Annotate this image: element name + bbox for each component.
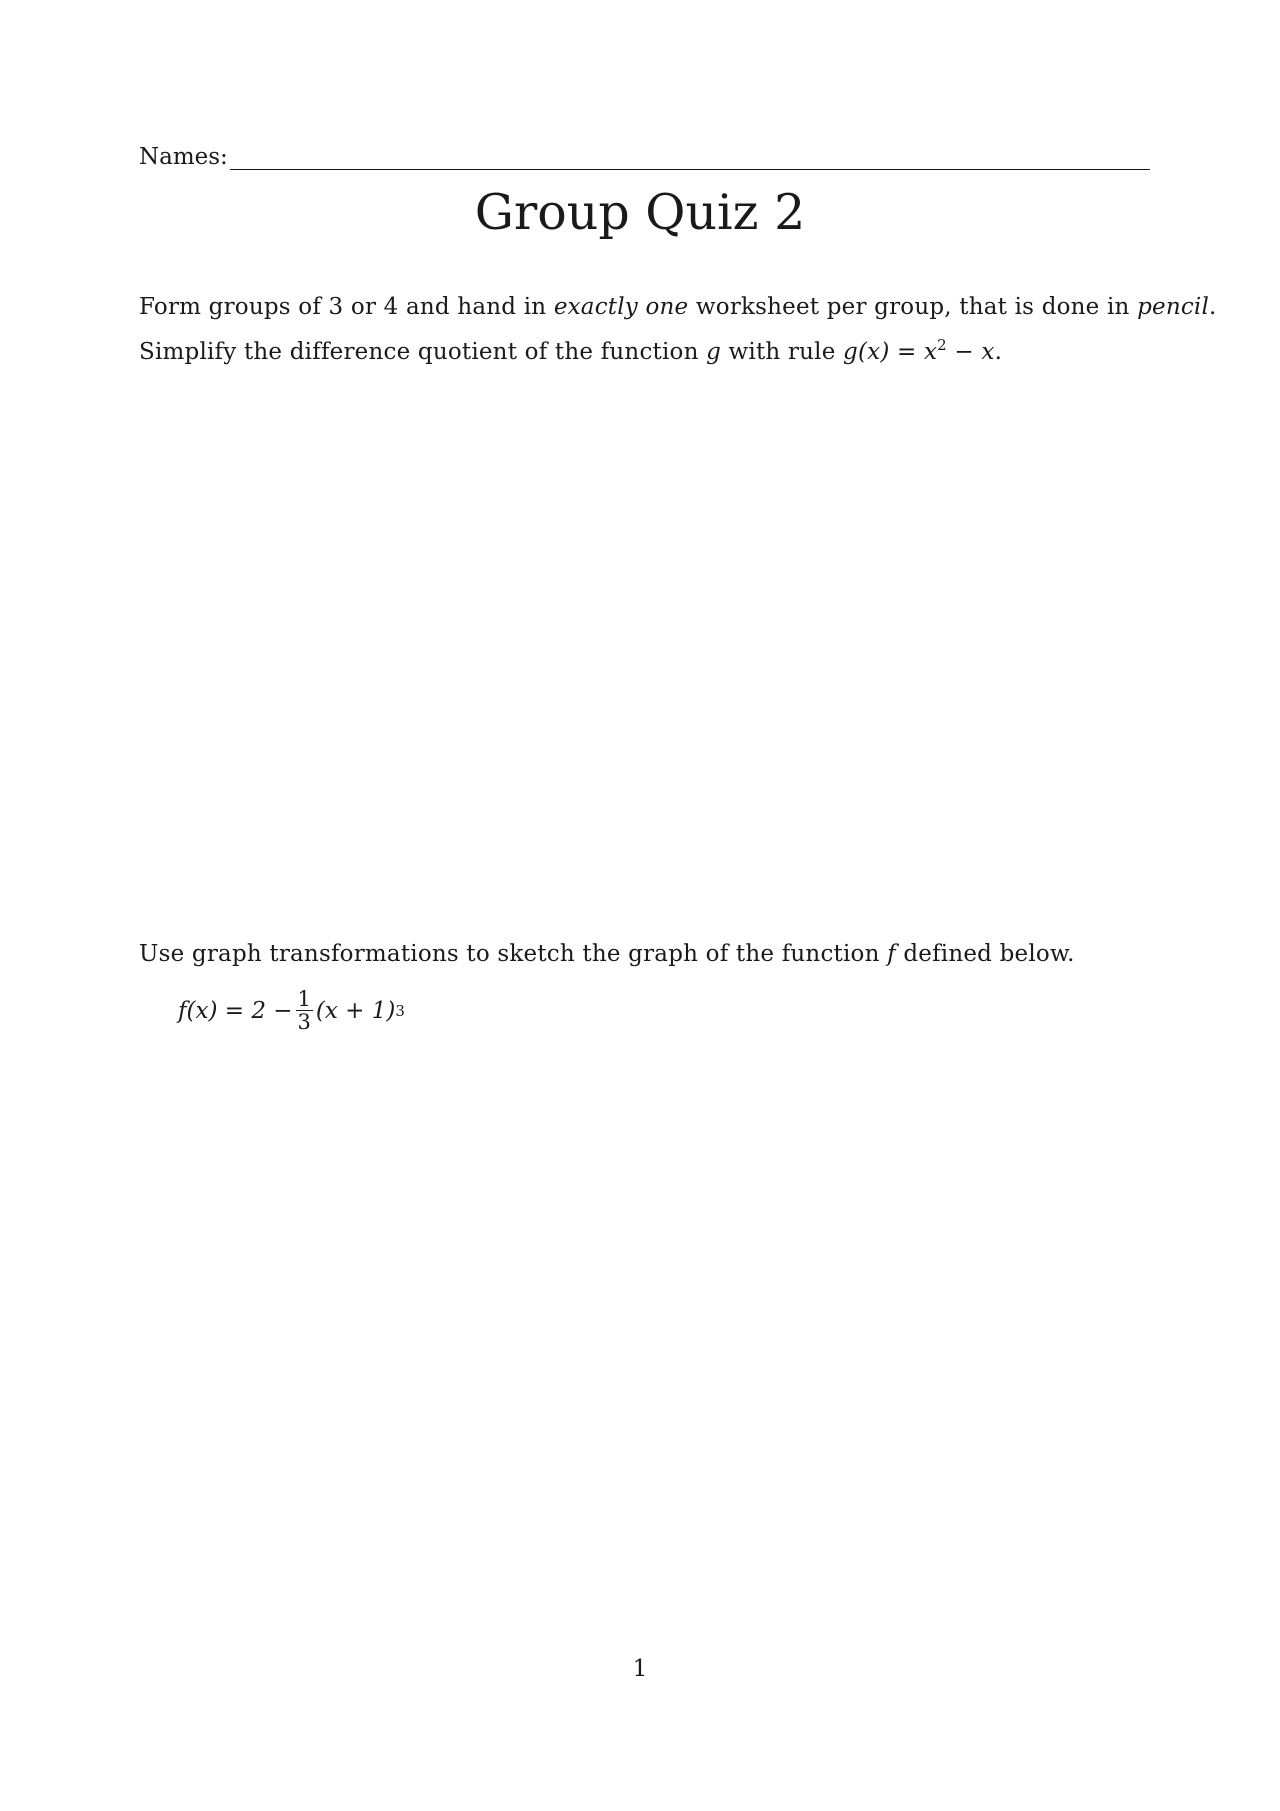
question-1-text-mid: with rule xyxy=(721,339,844,365)
question-1-text: Simplify the difference quotient of the function xyxy=(139,339,707,365)
question-1-var-g: g xyxy=(706,339,722,365)
fraction-numerator: 1 xyxy=(297,987,311,1011)
names-field xyxy=(139,144,1150,170)
instructions-emphasis-exactly-one: exactly one xyxy=(553,294,689,320)
instructions-emphasis-pencil: pencil xyxy=(1137,294,1210,320)
question-2-text: Use graph transformations to sketch the graph of the function xyxy=(139,941,888,967)
page-title: Group Quiz 2 xyxy=(474,184,806,241)
question-1-lhs: g(x) xyxy=(843,339,890,365)
instructions-part2: worksheet per group, that is done in xyxy=(688,294,1138,320)
instructions-part1: Form groups of 3 or 4 and hand in xyxy=(139,294,554,320)
question-1-rhs-base: x xyxy=(924,339,938,365)
names-blank-line xyxy=(230,147,1150,170)
names-label: Names: xyxy=(139,144,228,170)
question-1-period: . xyxy=(994,339,1003,365)
question-1-rhs-exponent: 2 xyxy=(937,336,947,354)
instructions-period: . xyxy=(1209,294,1217,320)
instructions-text xyxy=(139,294,1217,320)
formula-rhs: (x + 1) xyxy=(315,997,396,1024)
question-2 xyxy=(139,941,1075,967)
question-2-text-after: defined below. xyxy=(895,941,1075,967)
page-number: 1 xyxy=(632,1656,648,1682)
fraction-denominator: 3 xyxy=(297,1010,311,1035)
question-1-equals: = xyxy=(889,339,924,365)
formula-fraction xyxy=(296,988,313,1033)
question-2-var-f: f xyxy=(887,941,896,967)
formula-lhs: f(x) = 2 − xyxy=(178,997,293,1024)
question-1-rhs-rest: − x xyxy=(946,339,995,365)
question-2-formula: f(x) = 2 − $\frac{1}{3}$ (x + 1) 3 xyxy=(178,987,405,1035)
question-1 xyxy=(139,336,1003,365)
